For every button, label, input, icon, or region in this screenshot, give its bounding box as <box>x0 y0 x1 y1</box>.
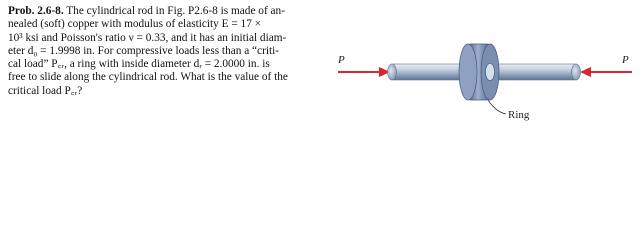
rod-ring-figure <box>326 0 644 128</box>
left-load-arrow <box>338 67 390 77</box>
right-load-arrow <box>580 67 632 77</box>
figure-svg <box>326 0 644 128</box>
problem-statement <box>8 5 330 98</box>
problem-line-7: critical load P꜀ᵣ? <box>8 84 83 97</box>
ring-leader-line <box>488 100 506 114</box>
problem-line-2: nealed (soft) copper with modulus of elasticity E = 17 × <box>8 18 262 31</box>
problem-line-1: Prob. 2.6-8. The cylindrical rod in Fig. P2.6-8 is made of an- <box>8 5 285 17</box>
right-load-label: P <box>622 54 629 66</box>
ring-label: Ring <box>508 109 530 121</box>
ring <box>459 44 499 100</box>
problem-line-4: eter d₀ = 1.9998 in. For compressive loads less than a “criti- <box>8 44 280 57</box>
problem-line-6: free to slide along the cylindrical rod. What is the value of the <box>8 71 288 84</box>
left-load-label: P <box>338 54 345 66</box>
problem-line-5: cal load” P꜀ᵣ, a ring with inside diameter dᵣ = 2.0000 in. is <box>8 58 270 71</box>
problem-line-3: 10³ ksi and Poisson's ratio ν = 0.33, and it has an initial diam- <box>8 31 287 44</box>
problem-label: Prob. 2.6-8. <box>8 5 64 17</box>
